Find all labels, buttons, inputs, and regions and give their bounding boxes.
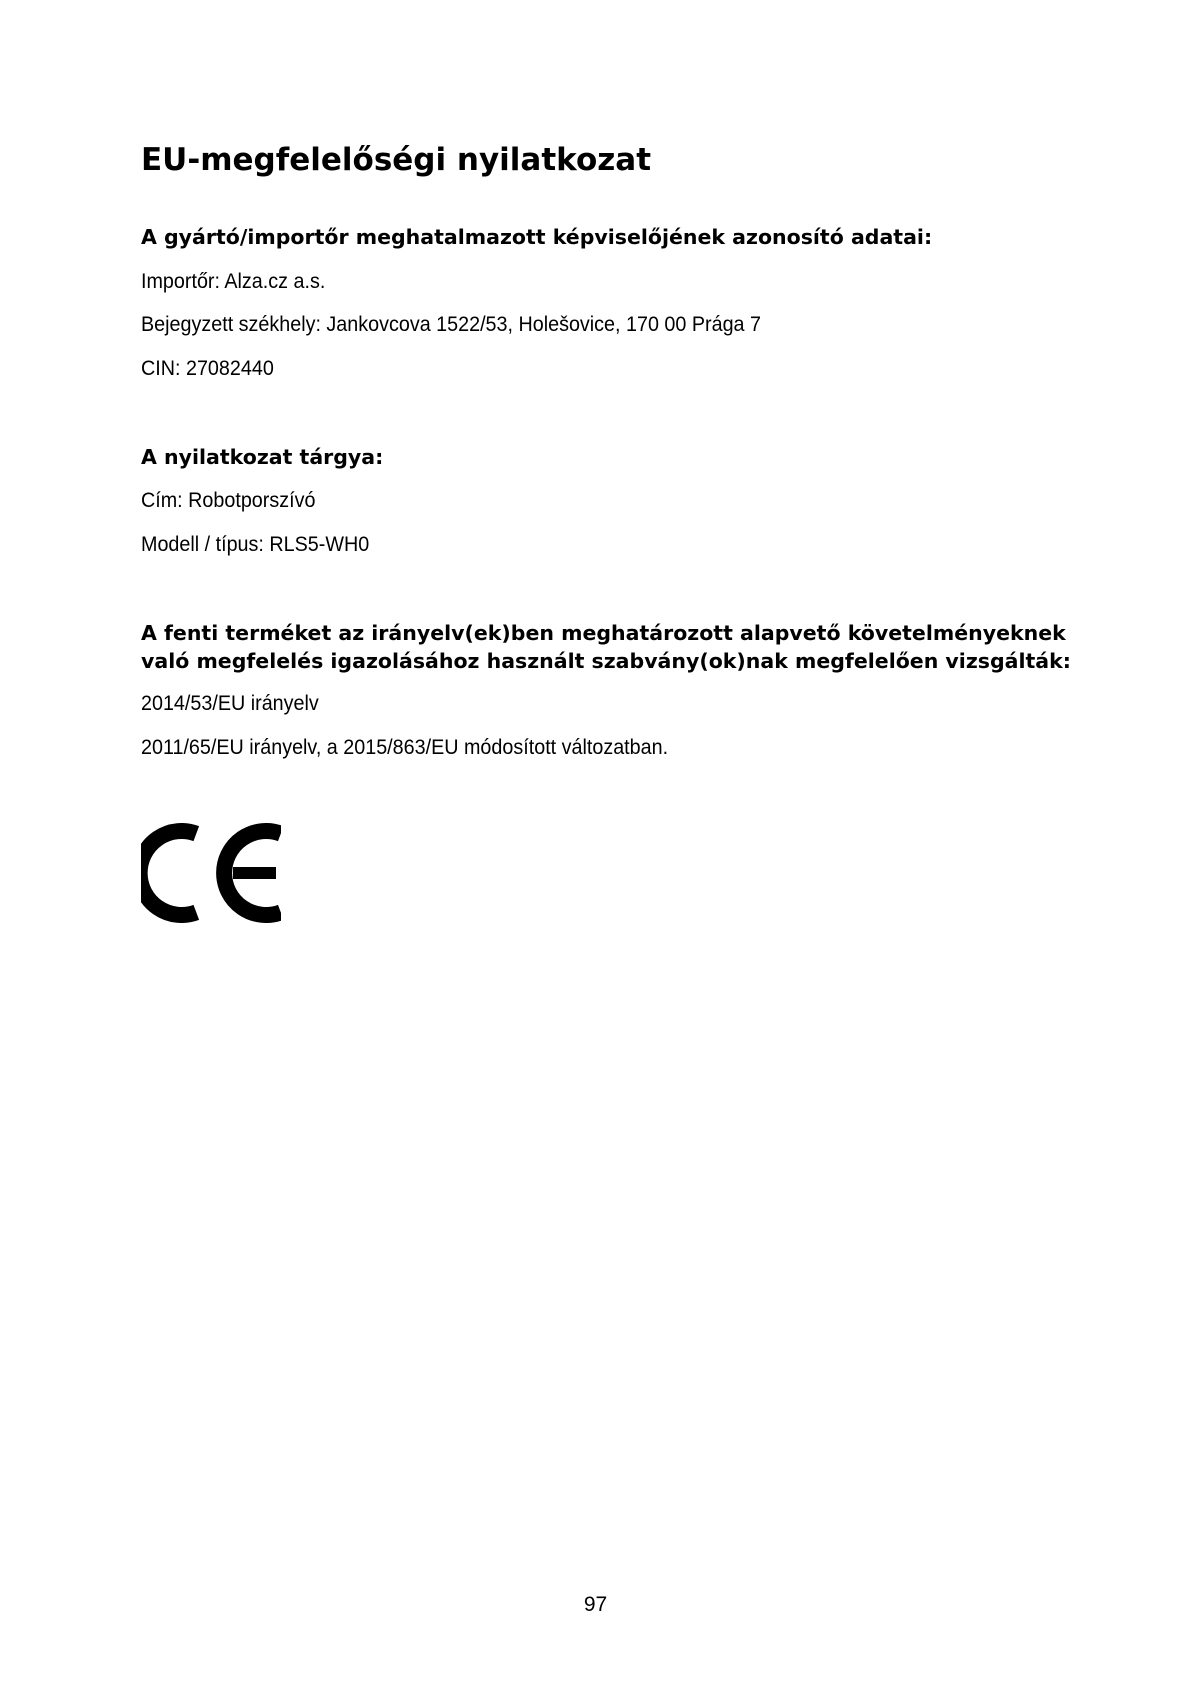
standards-heading-line-2: való megfelelés igazolásához használt szabvány(ok)nak megfelelően vizsgálták: xyxy=(141,649,1071,673)
registered-seat-line: Bejegyzett székhely: Jankovcova 1522/53, Holešovice, 170 00 Prága 7 xyxy=(141,313,762,336)
subject-heading: A nyilatkozat tárgya: xyxy=(141,445,384,469)
page-title: EU-megfelelőségi nyilatkozat xyxy=(141,142,652,178)
page-number: 97 xyxy=(583,1593,608,1616)
product-name-line: Cím: Robotporszívó xyxy=(141,489,316,512)
standards-heading-line-1: A fenti terméket az irányelv(ek)ben meghatározott alapvető követelményeknek xyxy=(141,621,1066,645)
manufacturer-heading: A gyártó/importőr meghatalmazott képviselőjének azonosító adatai: xyxy=(141,225,933,249)
product-model-line: Modell / típus: RLS5-WH0 xyxy=(141,533,370,556)
ce-mark-icon xyxy=(141,823,281,923)
cin-line: CIN: 27082440 xyxy=(141,357,274,380)
importer-line: Importőr: Alza.cz a.s. xyxy=(141,270,326,293)
standard-item: 2014/53/EU irányelv xyxy=(141,692,319,715)
standard-item: 2011/65/EU irányelv, a 2015/863/EU módosított változatban. xyxy=(141,736,669,759)
